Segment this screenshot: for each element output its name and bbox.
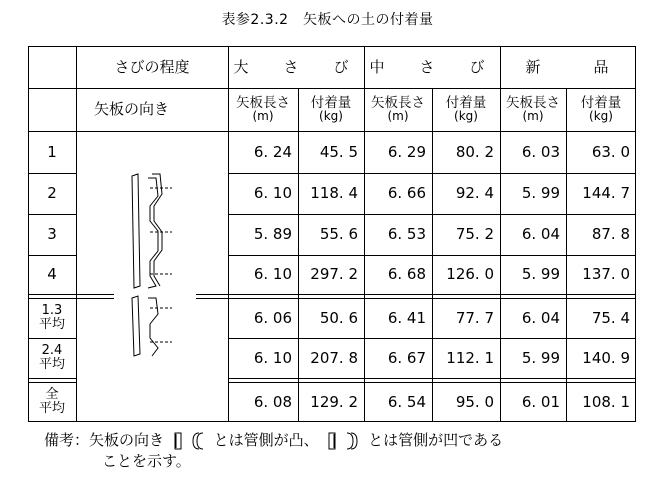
footnote-line2: ことを示す。 [102,451,191,470]
table-cell: 63. 0 [591,142,630,161]
col-length-unit: (m) [252,109,274,124]
col-length-medium [364,88,432,131]
col-amount-text: 付着量 [580,95,622,112]
table-cell: 6. 29 [387,142,426,161]
row-label: 3 [47,225,57,243]
footnote [44,430,503,471]
row-label: 4 [47,265,57,283]
table-cell: 45. 5 [319,142,358,161]
table-cell: 6. 01 [521,392,560,411]
table-cell: 6. 41 [387,308,426,327]
convex-bracket-icon [169,431,209,451]
table-cell: 5. 99 [521,348,560,367]
row-label-top: 2.4 [41,343,63,359]
table-cell: 77. 7 [455,308,494,327]
table-cell: 6. 67 [387,348,426,367]
table-cell: 118. 4 [310,184,358,202]
col-amount-heavy [298,88,364,131]
table-cell: 126. 0 [446,265,494,283]
table-cell: 75. 4 [591,308,630,327]
row-label [28,382,76,422]
col-length-text: 矢板長さ [236,95,290,112]
concave-bracket-icon [323,431,363,451]
col-amount-medium [432,88,500,131]
col-amount-text: 付着量 [310,95,352,112]
table-cell: 92. 4 [455,184,494,202]
row-label-top: 全 [45,387,59,403]
table-cell: 108. 1 [582,392,630,411]
col-amount-unit: (kg) [454,109,478,124]
table-cell: 6. 24 [253,142,292,161]
table-cell: 5. 89 [253,225,292,243]
table-cell: 297. 2 [310,265,358,283]
table-cell: 6. 10 [253,184,292,202]
col-length-unit: (m) [522,109,544,124]
table-cell: 80. 2 [455,142,494,161]
table-cell: 140. 9 [582,348,630,367]
table-cell: 6. 06 [253,308,292,327]
row-label: 2 [47,184,57,202]
col-length-heavy [228,88,298,131]
table-cell: 6. 53 [387,225,426,243]
col-length-text: 矢板長さ [506,95,560,112]
table-cell: 75. 2 [455,225,494,243]
col-amount-new [566,88,636,131]
table-cell: 6. 68 [387,265,426,283]
footnote-prefix: 備考：矢板の向き [44,431,165,449]
table-cell: 6. 10 [253,265,292,283]
table-cell: 207. 8 [310,348,358,367]
table-cell: 95. 0 [455,392,494,411]
table-cell: 6. 10 [253,348,292,367]
row-label-top: 1.3 [41,303,63,319]
row-label: 1 [47,142,57,161]
table-cell: 137. 0 [582,265,630,283]
table-cell: 6. 04 [521,308,560,327]
row-label [28,338,76,378]
col-length-new [500,88,566,131]
row-label-bottom: 平均 [38,401,65,416]
table-cell: 55. 6 [319,225,358,243]
col-length-text: 矢板長さ [371,95,425,112]
sheet-pile-sketch-icon [132,174,172,356]
row-label-bottom: 平均 [38,357,65,372]
table-cell: 112. 1 [446,348,494,367]
row-label-bottom: 平均 [38,317,65,332]
table-cell: 6. 04 [521,225,560,243]
group-medium-rust: 中 さ び [369,57,495,76]
data-table [28,46,636,422]
col-length-unit: (m) [387,109,409,124]
group-heavy-rust: 大 さ び [233,57,359,76]
col-amount-text: 付着量 [445,95,487,112]
table-title: 表参2.3.2 矢板への土の付着量 [221,12,434,28]
table-cell: 50. 6 [319,308,358,327]
table-cell: 5. 99 [521,184,560,202]
footnote-mid: とは管側が凸、 [213,431,319,449]
footnote-end: とは管側が凹である [368,431,504,449]
rust-degree-label: さびの程度 [114,57,190,76]
pile-direction-label: 矢板の向き [94,100,170,118]
table-cell: 6. 66 [387,184,426,202]
table-cell: 129. 2 [310,392,358,411]
table-cell: 5. 99 [521,265,560,283]
table-cell: 6. 54 [387,392,426,411]
table-cell: 6. 03 [521,142,560,161]
table-cell: 87. 8 [591,225,630,243]
group-new: 新 品 [525,57,611,76]
row-label [28,298,76,338]
table-cell: 144. 7 [582,184,630,202]
col-amount-unit: (kg) [589,109,613,124]
col-amount-unit: (kg) [319,109,343,124]
table-cell: 6. 08 [253,392,292,411]
